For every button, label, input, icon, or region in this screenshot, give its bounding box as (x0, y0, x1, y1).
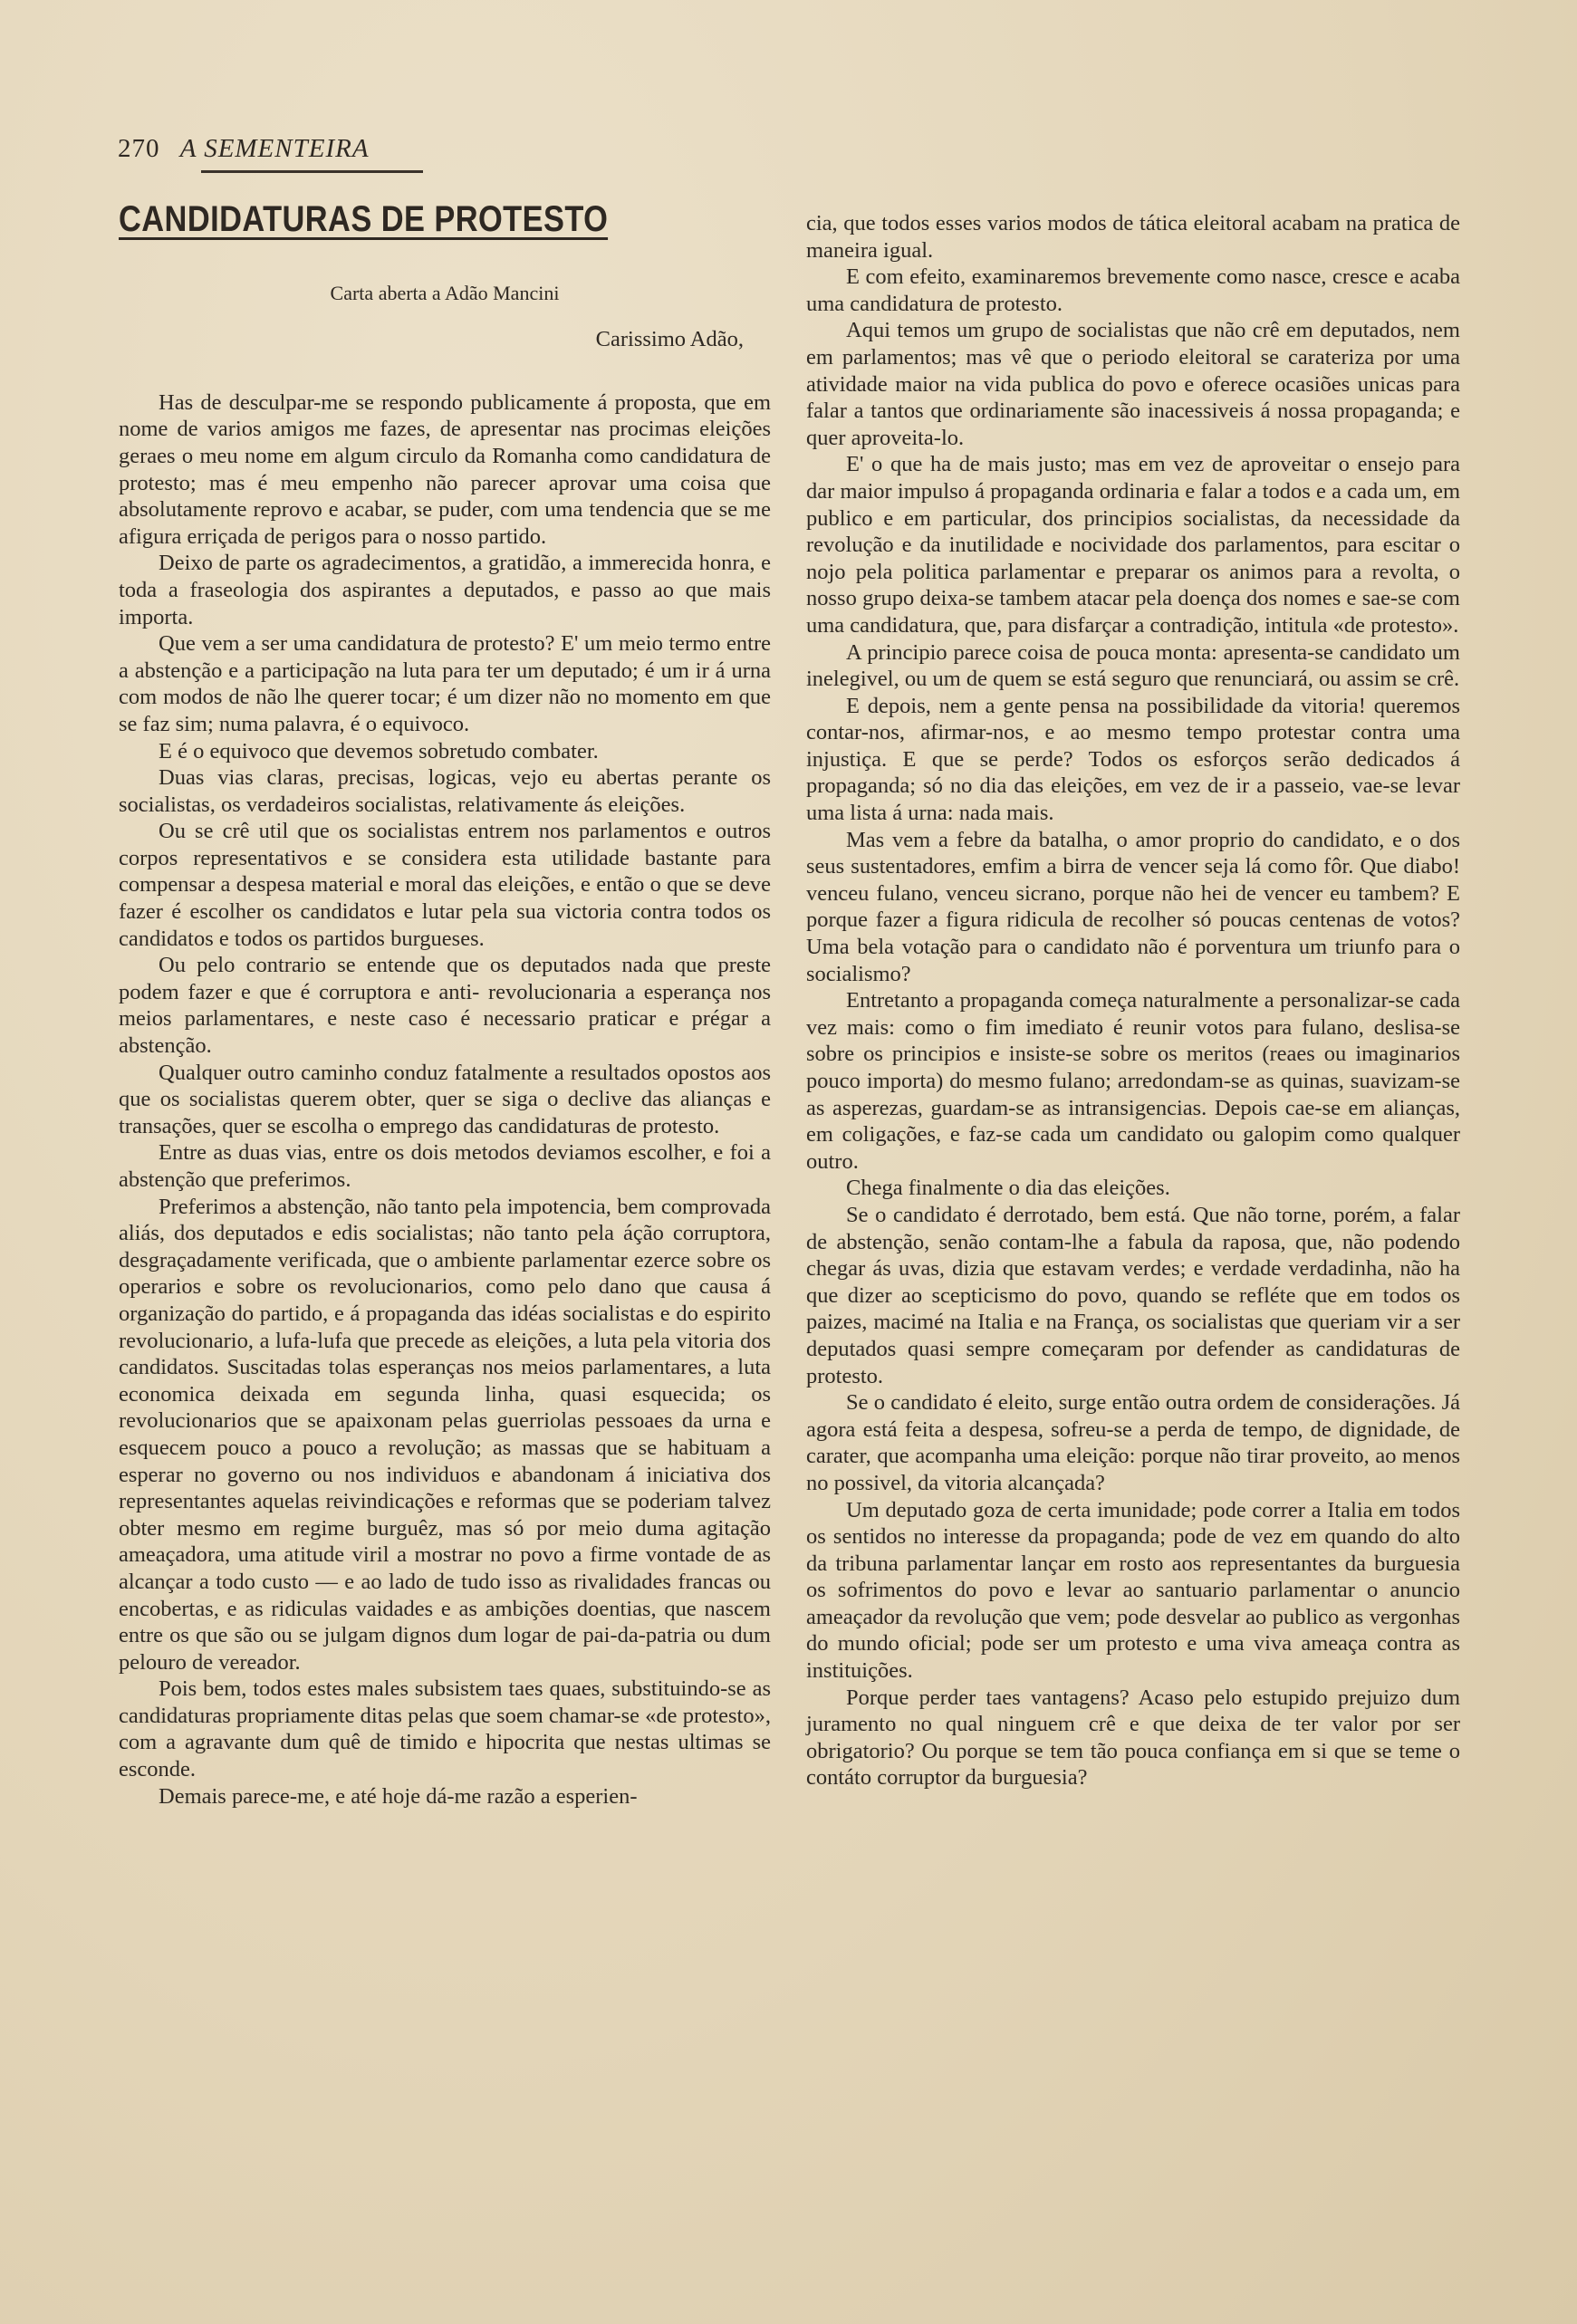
paragraph: Qualquer outro caminho conduz fatalmente a resultados opostos aos que os socialistas querem obter, quer se siga o declive das alianças e transações, quer se escolha o emprego das candidaturas de protesto. (119, 1060, 771, 1138)
left-column (119, 199, 771, 1810)
paragraph: Entretanto a propaganda começa naturalmente a personalizar-se cada vez mais: como o fim imediato é reunir votos para fulano, deslisa-se sobre os principios e insiste-se sobre os meritos (reaes ou imaginarios pouco importa) do mesmo fulano; arredondam-se as quinas, suavizam-se as asperezas, guardam-se as intransigencias. Depois cae-se em alianças, em coligações, e faz-se cada um candidato ou galopim como qualquer outro. (806, 988, 1460, 1174)
paragraph: Mas vem a febre da batalha, o amor proprio do candidato, e o dos seus sustentadores, emfim a birra de vencer seja lá como fôr. Que diabo! venceu fulano, venceu sicrano, porque não hei de vencer eu tambem? E porque fazer a figura ridicula de recolher só poucas centenas de votos? Uma bela votação para o candidato não é porventura um triunfo para o socialismo? (806, 827, 1460, 986)
paragraph: Entre as duas vias, entre os dois metodos deviamos escolher, e foi a abstenção que preferimos. (119, 1140, 771, 1192)
page-number: 270 (118, 134, 160, 163)
paragraph: Preferimos a abstenção, não tanto pela impotencia, bem comprovada aliás, dos deputados e edis socialistas; não tanto pela áção corruptora, desgraçadamente verificada, que o ambiente parlamentar ezerce sobre os operarios e sobre os revolucionarios, como pelo dano que causa á organização do partido, e á propaganda das idéas socialistas e do espirito revolucionario, a lufa-lufa que precede as eleições, a luta pela vitoria dos candidatos. Suscitadas tolas esperanças nos meios parlamentares, a luta economica deixada em segunda linha, quasi esquecida; os revolucionarios que se apaixonam pelas guerriolas pessoaes da urna e esquecem pouco a pouco a revolução; as massas que se habituam a esperar no governo ou nos individuos e abandonam á iniciativa dos representantes aquelas reivindicações e reformas que se poderiam talvez obter mesmo em regime burguêz, mas só por meio duma agitação ameaçadora, uma atitude viril a mostrar no povo a firme vontade de as alcançar a todo custo — e ao lado de tudo isso as rivalidades francas ou encobertas, e as ridiculas vaidades e as ambições doentias, que nascem entre os que são ou se julgam dignos dum logar de pai-da-patria ou dum pelouro de vereador. (119, 1194, 771, 1675)
paragraph: Que vem a ser uma candidatura de protesto? E' um meio termo entre a abstenção e a participação na luta para ter um deputado; é um ir á urna com modos de não lhe querer tocar; é um dizer não no momento em que se faz sim; numa palavra, é o equivoco. (119, 631, 771, 736)
paragraph: Se o candidato é eleito, surge então outra ordem de considerações. Já agora está feita a despesa, sofreu-se a perda de tempo, de dignidade, de carater, que acompanha uma eleição: porque não tirar proveito, ao menos no possivel, da vitoria alcançada? (806, 1390, 1460, 1495)
salutation: Carissimo Adão, (595, 327, 744, 352)
paragraph: Deixo de parte os agradecimentos, a gratidão, a immerecida honra, e toda a fraseologia dos aspirantes a deputados, e passo ao que mais importa. (119, 551, 771, 629)
article-title: CANDIDATURAS DE PROTESTO (119, 199, 609, 239)
running-head (118, 134, 370, 164)
paragraph: Ou pelo contrario se entende que os deputados nada que preste podem fazer e que é corruptora e anti- revolucionaria a esperança nos meios parlamentares, e neste caso é necessario praticar e prégar a abstenção. (119, 953, 771, 1059)
publication-title: A SEMENTEIRA (179, 134, 370, 163)
paragraph: E com efeito, examinaremos brevemente como nasce, cresce e acaba uma candidatura de protesto. (806, 264, 1460, 316)
article-subtitle: Carta aberta a Adão Mancini (330, 281, 560, 304)
paragraph: E depois, nem a gente pensa na possibilidade da vitoria! queremos contar-nos, afirmar-nos, e ao mesmo tempo protestar contra uma injustiça. E que se perde? Todos os esforços serão dedicados á propaganda; só no dia das eleições, em vez de ir a passeio, vae-se levar uma lista á urna: nada mais. (806, 693, 1460, 826)
paragraph: Chega finalmente o dia das eleições. (846, 1176, 1170, 1201)
paragraph: E é o equivoco que devemos sobretudo combater. (159, 738, 599, 763)
paragraph: Um deputado goza de certa imunidade; pode correr a Italia em todos os sentidos no interesse da propaganda; pode de vez em quando do alto da tribuna parlamentar lançar em rosto aos representantes da burguesia os sofrimentos do povo e levar ao santuario parlamentar o anuncio ameaçador da revolução que vem; pode desvelar ao publico as vergonhas do mundo oficial; pode ser um protesto e uma viva ameaça contra as instituições. (806, 1497, 1460, 1684)
paragraph: Duas vias claras, precisas, logicas, vejo eu abertas perante os socialistas, os verdadeiros socialistas, relativamente ás eleições. (119, 765, 771, 817)
paragraph-continuation: cia, que todos esses varios modos de tática eleitoral acabam na pratica de maneira igual. (806, 211, 1460, 263)
paragraph: E' o que ha de mais justo; mas em vez de aproveitar o ensejo para dar maior impulso á propaganda ordinaria e falar a todos e a cada um, em publico e em particular, dos principios socialistas, da necessidade da revolução e da inutilidade e nocividade dos parlamentos, para escitar o nojo pela politica parlamentar e preparar os animos para a revolta, o nosso grupo deixa-se tambem atacar pela doença dos nomes e sae-se com uma candidatura, que, para disfarçar a contradição, intitula «de protesto». (806, 452, 1460, 638)
header-rule (201, 170, 423, 173)
paragraph: Demais parece-me, e até hoje dá-me razão a esperien- (159, 1783, 638, 1809)
paragraph: Ou se crê util que os socialistas entrem nos parlamentos e outros corpos representativos e se considera esta utilidade bastante para compensar a despesa material e moral das eleições, e então o que se deve fazer é escolher os candidatos e lutar pela sua victoria contra todos os candidatos e todos os partidos burgueses. (119, 819, 771, 951)
paragraph: Pois bem, todos estes males subsistem taes quaes, substituindo-se as candidaturas propriamente ditas pelas que soem chamar-se «de protesto», com a agravante dum quê de timido e hipocrita que nestas ultimas se esconde. (119, 1676, 771, 1782)
paragraph: A principio parece coisa de pouca monta: apresenta-se candidato um inelegivel, ou um de quem se está seguro que renunciará, ou assim se crê. (806, 639, 1460, 692)
paragraph: Se o candidato é derrotado, bem está. Que não torne, porém, a falar de abstenção, senão contam-lhe a fabula da raposa, que, não podendo chegar ás uvas, dizia que estavam verdes; e verdade verdadinha, não ha que dizer ao scepticismo do povo, quando se refléte que em todos os paizes, macimé na Italia e na França, os socialistas que queriam vir a ser deputados quasi sempre começaram por defender as candidaturas de protesto. (806, 1202, 1460, 1388)
paragraph: Porque perder taes vantagens? Acaso pelo estupido prejuizo dum juramento no qual ninguem crê e que deixa de ter valor por ser obrigatorio? Ou porque se tem tão pouca confiança em si que se teme o contáto corruptor da burguesia? (806, 1685, 1460, 1791)
paragraph: Aqui temos um grupo de socialistas que não crê em deputados, nem em parlamentos; mas vê que o periodo eleitoral se carateriza por uma atividade maior na vida publica do povo e oferece ocasiões unicas para falar a tantos que ordinariamente são inacessiveis á nossa propaganda; e quer aproveita-lo. (806, 318, 1460, 450)
paragraph: Has de desculpar-me se respondo publicamente á proposta, que em nome de varios amigos me fazes, de apresentar nas procimas eleições geraes o meu nome em algum circulo da Romanha como candidatura de protesto; mas é meu empenho não parecer aprovar uma coisa que absolutamente reprovo e acabar, se puder, com uma tendencia que se me afigura erriçada de perigos para o nosso partido. (119, 389, 771, 549)
right-column (806, 210, 1460, 1791)
